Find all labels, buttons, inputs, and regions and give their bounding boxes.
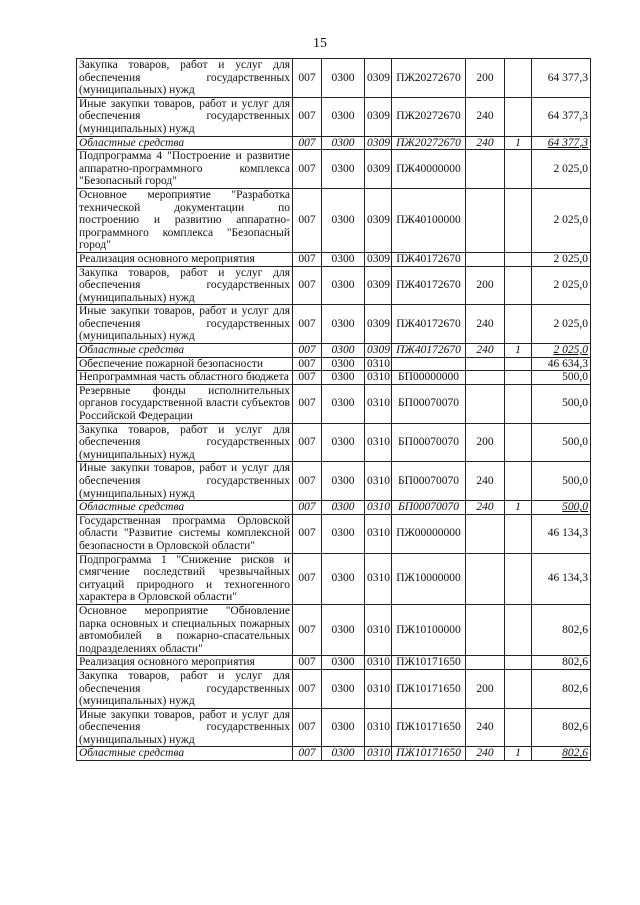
row-name-cell: Резервные фонды исполнительных органов государственной власти субъектов Российской Федерации [77,384,293,423]
expense-type-cell [466,150,505,189]
admin-code-cell: 007 [293,708,322,747]
amount-cell: 2 025,0 [532,188,591,252]
funding-source-cell: 1 [505,501,532,515]
admin-code-cell: 007 [293,423,322,462]
table-row [77,423,591,462]
funding-source-cell [505,97,532,136]
expense-type-cell: 240 [466,747,505,761]
amount-cell: 500,0 [532,501,591,515]
target-article-cell: БП00070070 [392,384,466,423]
expense-type-cell [466,188,505,252]
subsection-cell: 0310 [365,708,392,747]
table-row [77,59,591,98]
subsection-cell: 0309 [365,188,392,252]
section-cell: 0300 [322,188,365,252]
admin-code-cell: 007 [293,384,322,423]
row-name-cell: Областные средства [77,747,293,761]
target-article-cell: ПЖ40172670 [392,266,466,305]
expense-type-cell: 240 [466,462,505,501]
funding-source-cell [505,188,532,252]
section-cell: 0300 [322,344,365,358]
section-cell: 0300 [322,514,365,553]
target-article-cell: ПЖ10171650 [392,747,466,761]
section-cell: 0300 [322,97,365,136]
table-row [77,514,591,553]
table-row [77,708,591,747]
target-article-cell: БП00000000 [392,371,466,385]
funding-source-cell [505,462,532,501]
admin-code-cell: 007 [293,371,322,385]
funding-source-cell [505,514,532,553]
amount-cell: 2 025,0 [532,305,591,344]
amount-cell: 64 377,3 [532,97,591,136]
table-row [77,357,591,371]
row-name-cell: Подпрограмма 4 "Построение и развитие аппаратно-программного комплекса "Безопасный город" [77,150,293,189]
amount-cell: 64 377,3 [532,59,591,98]
table-row [77,305,591,344]
subsection-cell: 0309 [365,266,392,305]
funding-source-cell [505,150,532,189]
admin-code-cell: 007 [293,514,322,553]
table-row [77,188,591,252]
expense-type-cell [466,371,505,385]
section-cell: 0300 [322,708,365,747]
table-row [77,371,591,385]
row-name-cell: Областные средства [77,501,293,515]
expense-type-cell [466,604,505,655]
expense-type-cell [466,656,505,670]
subsection-cell: 0310 [365,604,392,655]
section-cell: 0300 [322,136,365,150]
target-article-cell: ПЖ10100000 [392,604,466,655]
row-name-cell: Государственная программа Орловской области "Развитие системы комплексной безопасности в Орловской области" [77,514,293,553]
row-name-cell: Закупка товаров, работ и услуг для обеспечения государственных (муниципальных) нужд [77,423,293,462]
target-article-cell: ПЖ40172670 [392,344,466,358]
section-cell: 0300 [322,384,365,423]
target-article-cell: БП00070070 [392,423,466,462]
table-row [77,656,591,670]
expense-type-cell [466,553,505,604]
admin-code-cell: 007 [293,252,322,266]
amount-cell: 802,6 [532,747,591,761]
table-row [77,136,591,150]
row-name-cell: Основное мероприятие "Обновление парка основных и специальных пожарных автомобилей в пожарно-спасательных подразделениях области" [77,604,293,655]
row-name-cell: Областные средства [77,136,293,150]
section-cell: 0300 [322,604,365,655]
funding-source-cell [505,266,532,305]
target-article-cell: ПЖ20272670 [392,97,466,136]
amount-cell: 2 025,0 [532,344,591,358]
expense-type-cell: 200 [466,266,505,305]
admin-code-cell: 007 [293,462,322,501]
section-cell: 0300 [322,252,365,266]
section-cell: 0300 [322,669,365,708]
section-cell: 0300 [322,150,365,189]
amount-cell: 500,0 [532,423,591,462]
table-row [77,501,591,515]
amount-cell: 802,6 [532,604,591,655]
subsection-cell: 0310 [365,669,392,708]
admin-code-cell: 007 [293,604,322,655]
budget-table [76,58,591,761]
expense-type-cell: 240 [466,708,505,747]
row-name-cell: Закупка товаров, работ и услуг для обеспечения государственных (муниципальных) нужд [77,59,293,98]
row-name-cell: Основное мероприятие "Разработка технической документации по построению и развитию аппаратно-программного комплекса "Безопасный город" [77,188,293,252]
subsection-cell: 0309 [365,252,392,266]
row-name-cell: Непрограммная часть областного бюджета [77,371,293,385]
funding-source-cell [505,357,532,371]
funding-source-cell [505,553,532,604]
amount-cell: 500,0 [532,462,591,501]
expense-type-cell: 240 [466,97,505,136]
expense-type-cell: 200 [466,423,505,462]
row-name-cell: Реализация основного мероприятия [77,252,293,266]
admin-code-cell: 007 [293,501,322,515]
row-name-cell: Реализация основного мероприятия [77,656,293,670]
subsection-cell: 0310 [365,514,392,553]
row-name-cell: Подпрограмма 1 "Снижение рисков и смягчение последствий чрезвычайных ситуаций природного и техногенного характера в Орловской области" [77,553,293,604]
subsection-cell: 0310 [365,357,392,371]
row-name-cell: Иные закупки товаров, работ и услуг для обеспечения государственных (муниципальных) нужд [77,708,293,747]
admin-code-cell: 007 [293,305,322,344]
table-row [77,553,591,604]
expense-type-cell: 200 [466,59,505,98]
subsection-cell: 0310 [365,553,392,604]
amount-cell: 802,6 [532,656,591,670]
table-row [77,252,591,266]
page-number: 15 [313,36,327,51]
expense-type-cell: 200 [466,669,505,708]
target-article-cell: БП00070070 [392,501,466,515]
subsection-cell: 0310 [365,384,392,423]
table-row [77,669,591,708]
amount-cell: 46 634,3 [532,357,591,371]
amount-cell: 500,0 [532,384,591,423]
funding-source-cell [505,656,532,670]
section-cell: 0300 [322,747,365,761]
admin-code-cell: 007 [293,266,322,305]
section-cell: 0300 [322,462,365,501]
expense-type-cell [466,514,505,553]
admin-code-cell: 007 [293,747,322,761]
funding-source-cell [505,384,532,423]
subsection-cell: 0309 [365,136,392,150]
funding-source-cell: 1 [505,344,532,358]
amount-cell: 802,6 [532,669,591,708]
target-article-cell: БП00070070 [392,462,466,501]
section-cell: 0300 [322,656,365,670]
table-row [77,344,591,358]
admin-code-cell: 007 [293,553,322,604]
target-article-cell: ПЖ40000000 [392,150,466,189]
target-article-cell: ПЖ20272670 [392,136,466,150]
funding-source-cell [505,423,532,462]
table-row [77,747,591,761]
row-name-cell: Областные средства [77,344,293,358]
row-name-cell: Закупка товаров, работ и услуг для обеспечения государственных (муниципальных) нужд [77,669,293,708]
admin-code-cell: 007 [293,188,322,252]
funding-source-cell [505,305,532,344]
subsection-cell: 0310 [365,501,392,515]
subsection-cell: 0310 [365,423,392,462]
table-row [77,604,591,655]
target-article-cell [392,357,466,371]
amount-cell: 46 134,3 [532,514,591,553]
table-row [77,462,591,501]
funding-source-cell [505,604,532,655]
section-cell: 0300 [322,553,365,604]
table-row [77,384,591,423]
section-cell: 0300 [322,305,365,344]
target-article-cell: ПЖ20272670 [392,59,466,98]
row-name-cell: Иные закупки товаров, работ и услуг для обеспечения государственных (муниципальных) нужд [77,305,293,344]
target-article-cell: ПЖ40100000 [392,188,466,252]
expense-type-cell [466,384,505,423]
target-article-cell: ПЖ10000000 [392,553,466,604]
subsection-cell: 0309 [365,59,392,98]
expense-type-cell [466,252,505,266]
subsection-cell: 0309 [365,150,392,189]
target-article-cell: ПЖ40172670 [392,305,466,344]
admin-code-cell: 007 [293,150,322,189]
amount-cell: 2 025,0 [532,252,591,266]
target-article-cell: ПЖ40172670 [392,252,466,266]
admin-code-cell: 007 [293,357,322,371]
admin-code-cell: 007 [293,59,322,98]
subsection-cell: 0310 [365,371,392,385]
row-name-cell: Иные закупки товаров, работ и услуг для обеспечения государственных (муниципальных) нужд [77,97,293,136]
amount-cell: 2 025,0 [532,266,591,305]
subsection-cell: 0309 [365,305,392,344]
row-name-cell: Закупка товаров, работ и услуг для обеспечения государственных (муниципальных) нужд [77,266,293,305]
subsection-cell: 0310 [365,747,392,761]
amount-cell: 64 377,3 [532,136,591,150]
funding-source-cell [505,708,532,747]
amount-cell: 802,6 [532,708,591,747]
section-cell: 0300 [322,501,365,515]
expense-type-cell: 240 [466,136,505,150]
funding-source-cell: 1 [505,747,532,761]
table-row [77,97,591,136]
funding-source-cell [505,371,532,385]
subsection-cell: 0310 [365,656,392,670]
row-name-cell: Иные закупки товаров, работ и услуг для обеспечения государственных (муниципальных) нужд [77,462,293,501]
subsection-cell: 0309 [365,97,392,136]
funding-source-cell [505,252,532,266]
section-cell: 0300 [322,357,365,371]
target-article-cell: ПЖ10171650 [392,656,466,670]
row-name-cell: Обеспечение пожарной безопасности [77,357,293,371]
section-cell: 0300 [322,371,365,385]
table-row [77,150,591,189]
admin-code-cell: 007 [293,669,322,708]
target-article-cell: ПЖ10171650 [392,669,466,708]
amount-cell: 2 025,0 [532,150,591,189]
expense-type-cell: 240 [466,501,505,515]
funding-source-cell [505,59,532,98]
expense-type-cell: 240 [466,344,505,358]
subsection-cell: 0309 [365,344,392,358]
admin-code-cell: 007 [293,656,322,670]
target-article-cell: ПЖ10171650 [392,708,466,747]
funding-source-cell: 1 [505,136,532,150]
funding-source-cell [505,669,532,708]
admin-code-cell: 007 [293,344,322,358]
section-cell: 0300 [322,266,365,305]
table-row [77,266,591,305]
table-body [77,59,591,761]
amount-cell: 500,0 [532,371,591,385]
section-cell: 0300 [322,59,365,98]
admin-code-cell: 007 [293,136,322,150]
section-cell: 0300 [322,423,365,462]
expense-type-cell [466,357,505,371]
target-article-cell: ПЖ00000000 [392,514,466,553]
admin-code-cell: 007 [293,97,322,136]
subsection-cell: 0310 [365,462,392,501]
amount-cell: 46 134,3 [532,553,591,604]
expense-type-cell: 240 [466,305,505,344]
